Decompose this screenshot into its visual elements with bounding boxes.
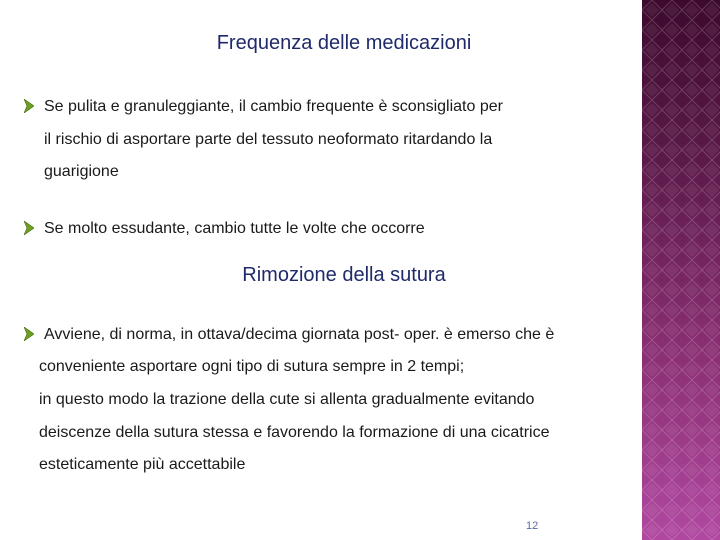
bullet3-line5: esteticamente più accettabile [39,456,246,473]
bullet3-line2: conveniente asportare ogni tipo di sutura sempre in 2 tempi; [39,358,465,375]
page-number: 12 [526,520,539,532]
decorative-side-panel [642,0,720,540]
bullet1-line1: Se pulita e granuleggiante, il cambio frequente è sconsigliato per [44,98,503,115]
diamond-pattern-decoration [642,0,720,540]
bullet3-line1: Avviene, di norma, in ottava/decima giornata post- oper. è emerso che è [44,326,555,343]
title-frequenza: Frequenza delle medicazioni [216,32,472,54]
title-rimozione: Rimozione della sutura [242,264,446,286]
bullet2-line1: Se molto essudante, cambio tutte le volte che occorre [44,220,425,237]
bullet3-line4: deiscenze della sutura stessa e favorendo la formazione di una cicatrice [39,424,550,441]
bullet1-line3: guarigione [44,163,119,180]
arrow-bullet-icon [24,99,34,113]
arrow-bullet-icon [24,327,34,341]
bullet1-line2: il rischio di asportare parte del tessuto neoformato ritardando la [44,131,493,148]
arrow-bullet-icon [24,221,34,235]
bullet3-line3: in questo modo la trazione della cute si allenta gradualmente evitando [39,391,535,408]
